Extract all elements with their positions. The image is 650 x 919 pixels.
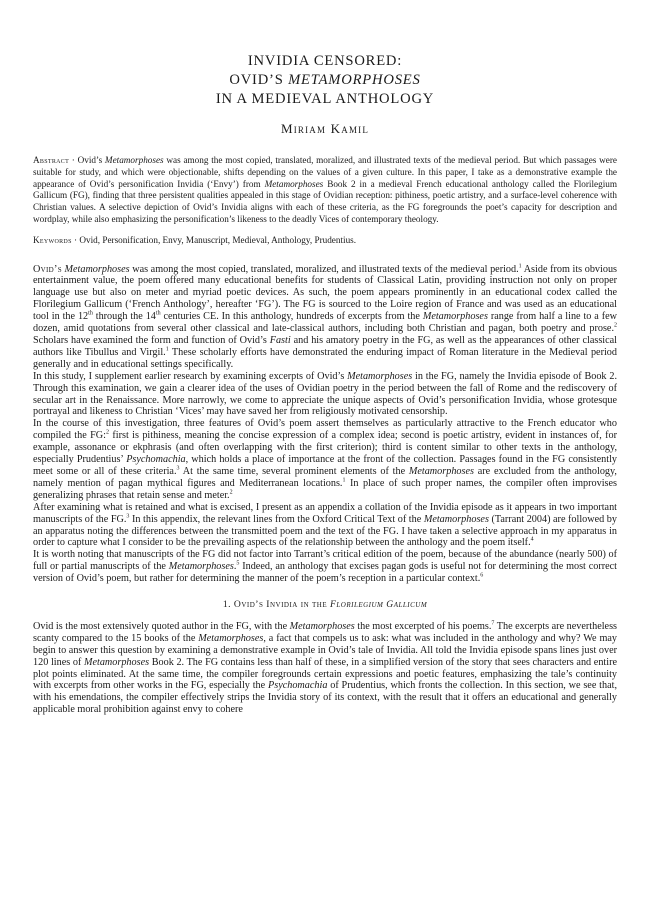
paragraph-3 bbox=[33, 418, 617, 501]
text-span: , a fact that compels us to ask: what was included in the anthology and why? We may begin to answer this question by examining a demonstrative example in Ovid’s tale of Invidia. All told the Invidia episode spans lines just over 120 lines of bbox=[33, 632, 617, 668]
italic-span: Metamorphoses bbox=[347, 370, 413, 382]
paragraph-1 bbox=[33, 264, 617, 371]
paragraph-6 bbox=[33, 621, 617, 716]
footnote-marker: 1 bbox=[165, 346, 169, 353]
text-span: At the same time, several prominent elements of the bbox=[179, 465, 409, 477]
paper-title bbox=[33, 52, 617, 109]
abstract-label: Abstract bbox=[33, 155, 70, 165]
footnote-marker: 3 bbox=[126, 513, 130, 520]
text-span: and his amatory poetry in the FG, as well as the appearances of other classical authors like Tibullus and Virgil. bbox=[33, 335, 617, 358]
abstract-text: Ovid’s bbox=[77, 155, 105, 165]
text-span: range from half a line to a few dozen, amid quotations from several other classical and late-classical authors, including both Christian and pagan, both poetry and prose. bbox=[33, 311, 618, 335]
text-span: of Prudentius, which fronts the collection. In this section, we see that, with his emendations, the compiler effectively strips the Invidia story of its context, with the result that it offers an educational and generally applicable moral prohibition against envy to cohere bbox=[33, 680, 617, 716]
text-span: through the 14 bbox=[92, 311, 156, 323]
keywords-separator: · bbox=[71, 234, 80, 245]
keywords-label: Keywords bbox=[33, 234, 72, 245]
footnote-marker: 1 bbox=[342, 477, 346, 484]
italic-span: Psychomachia bbox=[268, 680, 328, 692]
title-line-1: INVIDIA CENSORED: bbox=[247, 53, 403, 69]
abstract bbox=[33, 155, 617, 226]
ordinal-suffix: th bbox=[155, 310, 161, 317]
section-heading bbox=[33, 599, 617, 611]
footnote-marker: 5 bbox=[236, 560, 240, 567]
footnote-marker: 6 bbox=[480, 572, 484, 579]
text-span: in the FG, namely the Invidia episode of Book 2. Through this examination, we gain a clearer idea of the uses of Ovidian poetry in the period between the fall of Rome and the rediscovery of secular art in the Renaissance. More narrowly, we come to appreciate the unique aspects of Ovid’s personification Invidia, whose grotesque portrayal and likeness to Christian ‘Vices’ may have saved her from religiously motivated censorship. bbox=[33, 370, 617, 418]
abstract-italic: Metamorphoses bbox=[104, 155, 164, 165]
paragraph-5 bbox=[33, 549, 617, 585]
text-span: the most excerpted of his poems. bbox=[354, 620, 492, 632]
title-line-2-prefix: OVID’S bbox=[229, 72, 289, 88]
text-span: are excluded from the anthology, namely mention of pagan mythical figures and Mediterranean locations. bbox=[33, 465, 617, 489]
body-text bbox=[33, 264, 617, 717]
footnote-marker: 7 bbox=[491, 620, 495, 627]
title-line-2 bbox=[229, 72, 420, 88]
paragraph-4 bbox=[33, 502, 617, 550]
text-span: In this study, I supplement earlier research by examining excerpts of Ovid’s bbox=[33, 370, 348, 382]
text-span: (Tarrant 2004) are followed by an apparatus noting the differences between the transmitted poem and the text of the FG. I have taken a selective approach in my apparatus in order to capture what I consider to be the prevailing aspects of the relationship between the anthology and the poem itself. bbox=[33, 513, 617, 549]
italic-span: Metamorphoses bbox=[168, 561, 234, 573]
title-line-3: IN A MEDIEVAL ANTHOLOGY bbox=[215, 91, 435, 107]
paragraph-2 bbox=[33, 371, 617, 419]
italic-span: Metamorphoses bbox=[422, 311, 488, 323]
text-span: was among the most copied, translated, moralized, and illustrated texts of the medieval period. bbox=[129, 263, 519, 275]
italic-span: Metamorphoses bbox=[198, 632, 264, 644]
keywords-text: Ovid, Personification, Envy, Manuscript, Medieval, Anthology, Prudentius. bbox=[79, 234, 357, 245]
abstract-text: Book 2 in a medieval French educational anthology called the Florilegium Gallicum (FG), finding that three persistent qualities appealed in this stage of Ovidian reception: pithiness, poetic artistry, and a surface-level coherence with Christian values. A selective depiction of Ovid’s Invidia aligns with each of these criteria, as the FG foregrounds the poet’s capacity for description and wordplay, while also emphasizing the personification’s likeness to the deadly Vices of contemporary theology. bbox=[33, 178, 617, 224]
paragraph-lead: Ovid’s bbox=[33, 263, 62, 275]
text-span: , which holds a place of importance at the front of the collection. Passages found in the FG consistently meet some or all of these criteria. bbox=[33, 454, 617, 477]
italic-span: Metamorphoses bbox=[64, 263, 130, 275]
section-heading-text: 1. Ovid’s Invidia in the bbox=[222, 599, 331, 611]
text-span: It is worth noting that manuscripts of the FG did not factor into Tarrant’s critical edition of the poem, because of the abundance (nearly 500) of full or partial manuscripts of the bbox=[33, 549, 617, 573]
keywords bbox=[33, 235, 617, 247]
text-span: . bbox=[233, 561, 237, 573]
text-span: In this appendix, the relevant lines from the Oxford Critical Text of the bbox=[129, 513, 424, 525]
text-span: The excerpts are nevertheless scanty compared to the 15 books of the bbox=[33, 620, 617, 644]
italic-span: Metamorphoses bbox=[83, 656, 150, 668]
text-span: Indeed, an anthology that excises pagan gods is useful not for determining the most correct version of Ovid’s poem, but rather for determining the manner of the poem’s reception in a particular context. bbox=[33, 561, 617, 585]
footnote-marker: 4 bbox=[530, 537, 534, 544]
ordinal-suffix: th bbox=[88, 310, 93, 317]
italic-span: Metamorphoses bbox=[423, 513, 489, 525]
footnote-marker: 2 bbox=[105, 429, 109, 436]
italic-span: Fasti bbox=[269, 335, 291, 347]
title-line-2-italic: METAMORPHOSES bbox=[288, 72, 421, 88]
italic-span: Metamorphoses bbox=[289, 620, 355, 632]
text-span: centuries CE. In this anthology, hundreds of excerpts from the bbox=[160, 311, 423, 323]
text-span: These scholarly efforts have demonstrated the enduring impact of Roman literature in the Medieval period generally and in educational settings specifically. bbox=[33, 346, 617, 370]
text-span: In place of such proper names, the compiler often improvises generalizing phrases that retain sense and meter. bbox=[33, 477, 617, 501]
italic-span: Metamorphoses bbox=[408, 465, 474, 477]
text-span: Book 2. The FG contains less than half of these, in a simplified version of the story that sees characters and entire plot points eliminated. At the same time, the compiler foregrounds certain expressions and poetic features, emphasizing the tale’s continuity with excerpts from other works in the FG, especially the bbox=[33, 656, 617, 692]
text-span: After examining what is retained and what is excised, I present as an appendix a collation of the Invidia episode as it appears in two important manuscripts of the FG. bbox=[33, 501, 617, 525]
text-span: Ovid is the most extensively quoted author in the FG, with the bbox=[33, 620, 290, 632]
author-name: Miriam Kamil bbox=[280, 121, 370, 136]
footnote-marker: 3 bbox=[176, 465, 180, 472]
text-span: first is pithiness, meaning the concise expression of a complex idea; second is poetic artistry, evident in instances of, for example, assonance or ekphrasis (and often overlapping with the first criterion); third is content similar to other texts in the anthology, especially Prudentius’ bbox=[33, 430, 617, 466]
footnote-marker: 2 bbox=[614, 322, 617, 329]
text-span: Aside from its obvious entertainment value, the poem offered many educational benefits for students of Classical Latin, providing instruction not only on proper language use but also on meter and myriad poetic devices. As such, the poem appears prominently in an educational codex called the Florilegium Gallicum (‘French Anthology’, hereafter ‘FG’). The FG is sourced to the Loire region of France and was used as an educational tool in the 12 bbox=[33, 263, 617, 323]
abstract-text: was among the most copied, translated, moralized, and illustrated texts of the medieval period. But which passages were suitable for study, and which were objectionable, shifts depending on the values of a given culture. In this paper, I take as a demonstrative example the appearance of Ovid’s personification Invidia (‘Envy’) from bbox=[33, 155, 617, 189]
abstract-italic: Metamorphoses bbox=[264, 178, 324, 189]
footnote-marker: 1 bbox=[518, 263, 522, 270]
text-span: Scholars have examined the form and function of Ovid’s bbox=[33, 335, 270, 347]
abstract-separator: · bbox=[69, 155, 78, 165]
section-heading-italic: Florilegium Gallicum bbox=[330, 599, 428, 611]
text-span: In the course of this investigation, three features of Ovid’s poem assert themselves as particularly attractive to the French educator who compiled the FG: bbox=[33, 418, 617, 442]
italic-span: Psychomachia bbox=[126, 454, 186, 466]
footnote-marker: 2 bbox=[229, 489, 233, 496]
